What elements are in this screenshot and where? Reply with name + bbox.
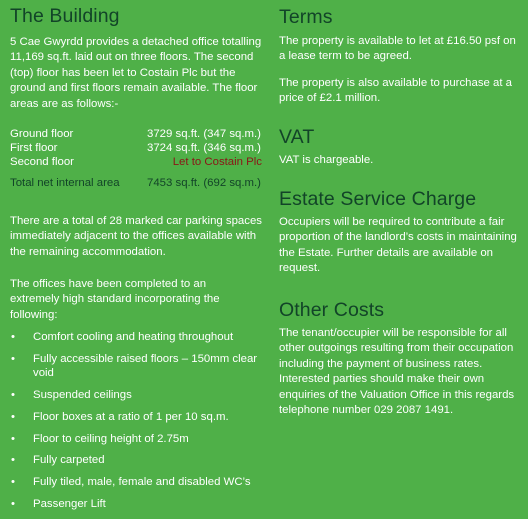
floor-label: Second floor xyxy=(10,156,74,168)
list-item: • Fully accessible raised floors – 150mm clear void xyxy=(11,352,258,380)
building-intro: 5 Cae Gwyrdd provides a detached office totalling 11,169 sq.ft. laid out on three floors. The second (top) floor has been let to Costain Plc but the ground and first floors remain available. The floor areas are as follows:- xyxy=(10,36,262,110)
estate-text: Occupiers will be required to contribute a fair proportion of the landlord’s costs in maintaining the Estate. Further details are available on request. xyxy=(279,216,517,275)
let-note: Let to Costain Plc xyxy=(172,156,262,168)
standard-intro: The offices have been completed to an extremely high standard incorporating the following: xyxy=(10,278,220,321)
floor-row xyxy=(10,155,264,169)
vat-text: VAT is chargeable. xyxy=(279,154,374,166)
list-item: • Passenger Lift xyxy=(11,498,106,511)
terms-let-text: The property is available to let at £16.50 psf on a lease term to be agreed. xyxy=(279,35,516,63)
floor-row xyxy=(10,141,264,155)
bullet-icon: • xyxy=(11,432,15,445)
bullet-icon: • xyxy=(11,498,15,511)
building-heading: The Building xyxy=(10,5,120,27)
list-item: • Floor boxes at a ratio of 1 per 10 sq.m. xyxy=(11,410,229,423)
feature-list xyxy=(10,330,266,519)
total-area-row xyxy=(10,176,264,190)
floor-area-value: 3724 sq.ft. (346 sq.m.) xyxy=(147,142,261,154)
list-item: • Fully tiled, male, female and disabled WC’s xyxy=(11,476,251,489)
floor-areas xyxy=(10,127,264,190)
floor-row xyxy=(10,127,264,141)
list-item: • Fully carpeted xyxy=(11,454,105,467)
bullet-icon: • xyxy=(11,454,15,467)
bullet-icon: • xyxy=(11,389,15,402)
floor-label: Ground floor xyxy=(10,128,74,140)
bullet-icon: • xyxy=(11,331,15,343)
terms-heading: Terms xyxy=(279,6,333,28)
other-costs-heading: Other Costs xyxy=(279,299,385,321)
parking-text: There are a total of 28 marked car parking spaces immediately adjacent to the offices available with the remaining accommodation. xyxy=(10,215,262,258)
total-label: Total net internal area xyxy=(10,177,120,189)
list-item: • Suspended ceilings xyxy=(11,389,132,402)
list-item: • Floor to ceiling height of 2.75m xyxy=(11,432,189,445)
bullet-icon: • xyxy=(11,352,15,365)
list-item: • Comfort cooling and heating throughout xyxy=(11,331,234,343)
vat-heading: VAT xyxy=(279,126,315,148)
floor-area-value: 3729 sq.ft. (347 sq.m.) xyxy=(147,128,261,140)
bullet-icon: • xyxy=(11,476,15,489)
other-costs-text: The tenant/occupier will be responsible for all other outgoings resulting from their occupation including the payment of business rates. Interested parties should make their own enquiries of the Valuation Office in this regards telephone number 029 2087 1491. xyxy=(279,327,515,417)
estate-heading: Estate Service Charge xyxy=(279,188,477,210)
floor-label: First floor xyxy=(10,142,58,154)
terms-purchase-text: The property is also available to purchase at a price of £2.1 million. xyxy=(279,77,513,105)
total-area-value: 7453 sq.ft. (692 sq.m.) xyxy=(147,177,261,189)
bullet-icon: • xyxy=(11,410,15,423)
